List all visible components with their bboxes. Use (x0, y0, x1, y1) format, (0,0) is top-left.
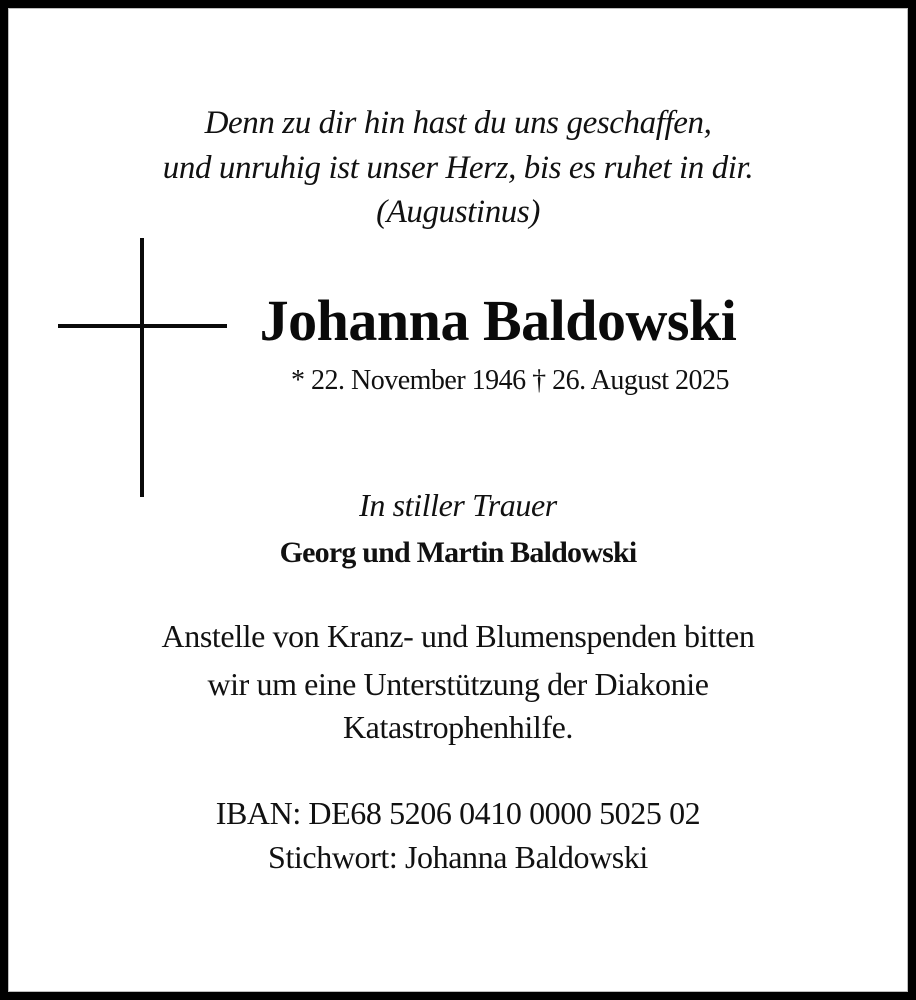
donation-line-1: Anstelle von Kranz- und Blumenspenden bitten (161, 618, 755, 654)
quote-line-1: Denn zu dir hin hast du uns geschaffen, (204, 105, 712, 141)
donation-keyword: Stichwort: Johanna Baldowski (268, 839, 648, 875)
iban: IBAN: DE68 5206 0410 0000 5025 02 (215, 795, 701, 831)
donation-line-2: wir um eine Unterstützung der Diakonie (207, 666, 709, 702)
deceased-name: Johanna Baldowski (259, 288, 737, 353)
mourners-names: Georg und Martin Baldowski (279, 536, 637, 569)
donation-line-3: Katastrophenhilfe. (342, 709, 574, 745)
mourning-intro: In stiller Trauer (359, 487, 557, 523)
life-dates: * 22. November 1946 † 26. August 2025 (290, 365, 730, 396)
quote-line-2: und unruhig ist unser Herz, bis es ruhet in dir. (162, 150, 754, 186)
quote-attribution: (Augustinus) (376, 194, 540, 230)
